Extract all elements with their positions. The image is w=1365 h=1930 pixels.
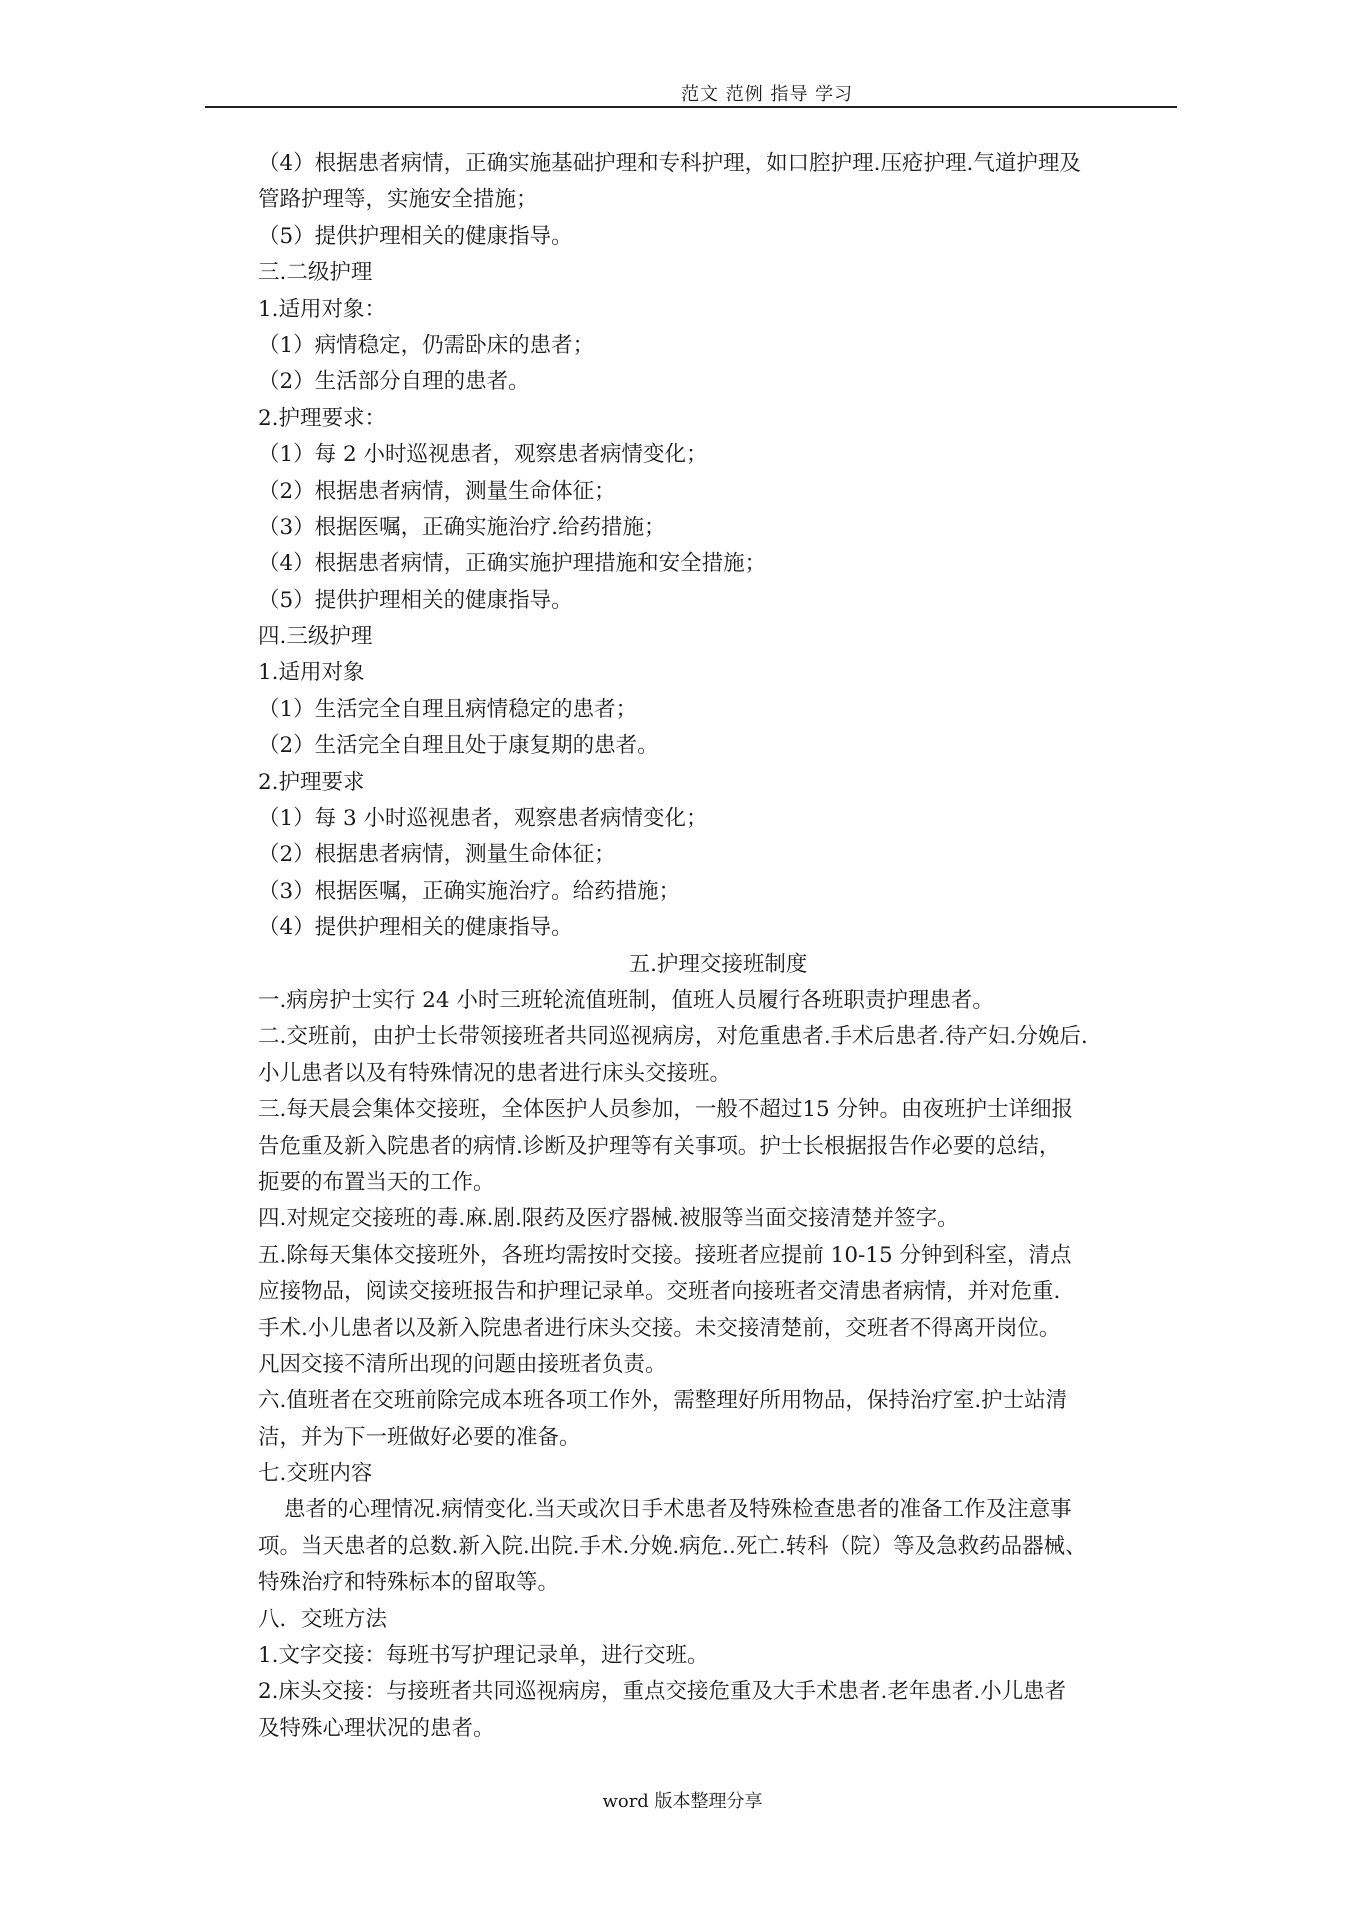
text-line: 管路护理等，实施安全措施； <box>258 187 538 213</box>
section-heading: 三.二级护理 <box>258 260 373 286</box>
text-line: 应接物品，阅读交接班报告和护理记录单。交班者向接班者交清患者病情，并对危重. <box>258 1279 1061 1305</box>
text-line: 凡因交接不清所出现的问题由接班者负责。 <box>258 1351 667 1377</box>
text-line: （4）根据患者病情，正确实施基础护理和专科护理，如口腔护理.压疮护理.气道护理及 <box>258 151 1081 176</box>
text-line: 扼要的布置当天的工作。 <box>258 1169 495 1195</box>
text-line: 及特殊心理状况的患者。 <box>258 1715 495 1741</box>
text-line: 项。当天患者的总数.新入院.出院.手术.分娩.病危..死亡.转科（院）等及急救药品器械、 <box>258 1533 1087 1559</box>
text-line: 三.每天晨会集体交接班，全体医护人员参加，一般不超过15 分钟。由夜班护士详细报 <box>258 1097 1074 1123</box>
subheading: 2.护理要求： <box>258 405 387 431</box>
section-heading: 八．交班方法 <box>258 1606 388 1632</box>
subheading: 1.适用对象： <box>258 296 387 322</box>
document-body <box>258 146 1178 1747</box>
text-line: 特殊治疗和特殊标本的留取等。 <box>258 1570 560 1596</box>
text-line: （1）病情稳定，仍需卧床的患者； <box>258 332 595 358</box>
text-line: （2）根据患者病情，测量生命体征； <box>258 842 616 868</box>
text-line: （1）生活完全自理且病情稳定的患者； <box>258 696 638 722</box>
text-line: （1）每 2 小时巡视患者，观察患者病情变化； <box>258 442 708 468</box>
text-line: 1.文字交接：每班书写护理记录单，进行交班。 <box>258 1643 709 1669</box>
text-line: （4）根据患者病情，正确实施护理措施和安全措施； <box>258 551 767 577</box>
text-line: （2）根据患者病情，测量生命体征； <box>258 478 616 504</box>
page-footer: word 版本整理分享 <box>602 1791 763 1812</box>
header-text: 范文 范例 指导 学习 <box>681 84 854 105</box>
centered-title: 五.护理交接班制度 <box>628 951 808 977</box>
text-line: 洁，并为下一班做好必要的准备。 <box>258 1424 581 1450</box>
text-line: 二.交班前，由护士长带领接班者共同巡视病房，对危重患者.手术后患者.待产妇.分娩后. <box>258 1024 1088 1050</box>
text-line: （2）生活完全自理且处于康复期的患者。 <box>258 733 659 759</box>
subheading: 1.适用对象 <box>258 660 365 686</box>
text-line: （3）根据医嘱，正确实施治疗。给药措施； <box>258 878 681 904</box>
text-line: （5）提供护理相关的健康指导。 <box>258 587 573 613</box>
text-line: 2.床头交接：与接班者共同巡视病房，重点交接危重及大手术患者.老年患者.小儿患者 <box>258 1679 1067 1705</box>
section-heading: 四.三级护理 <box>258 624 373 650</box>
text-line: （3）根据医嘱，正确实施治疗.给药措施； <box>258 514 666 540</box>
text-line: 五.除每天集体交接班外，各班均需按时交接。接班者应提前 10-15 分钟到科室，清点 <box>258 1242 1072 1268</box>
text-line: 患者的心理情况.病情变化.当天或次日手术患者及特殊检查患者的准备工作及注意事 <box>284 1497 1072 1523</box>
text-line: 四.对规定交接班的毒.麻.剧.限药及医疗器械.被服等当面交接清楚并签字。 <box>258 1206 959 1232</box>
text-line: （4）提供护理相关的健康指导。 <box>258 915 573 941</box>
text-line: （1）每 3 小时巡视患者，观察患者病情变化； <box>258 806 708 832</box>
subheading: 2.护理要求 <box>258 769 365 795</box>
page-header <box>205 78 1177 108</box>
section-heading: 七.交班内容 <box>258 1461 373 1487</box>
text-line: 六.值班者在交班前除完成本班各项工作外，需整理好所用物品，保持治疗室.护士站清 <box>258 1388 1068 1414</box>
text-line: 手术.小儿患者以及新入院患者进行床头交接。未交接清楚前，交班者不得离开岗位。 <box>258 1315 1061 1341</box>
text-line: 一.病房护士实行 24 小时三班轮流值班制，值班人员履行各班职责护理患者。 <box>258 987 994 1013</box>
text-line: （2）生活部分自理的患者。 <box>258 369 530 395</box>
text-line: 告危重及新入院患者的病情.诊断及护理等有关事项。护士长根据报告作必要的总结， <box>258 1133 1061 1159</box>
text-line: 小儿患者以及有特殊情况的患者进行床头交接班。 <box>258 1060 732 1086</box>
text-line: （5）提供护理相关的健康指导。 <box>258 223 573 249</box>
